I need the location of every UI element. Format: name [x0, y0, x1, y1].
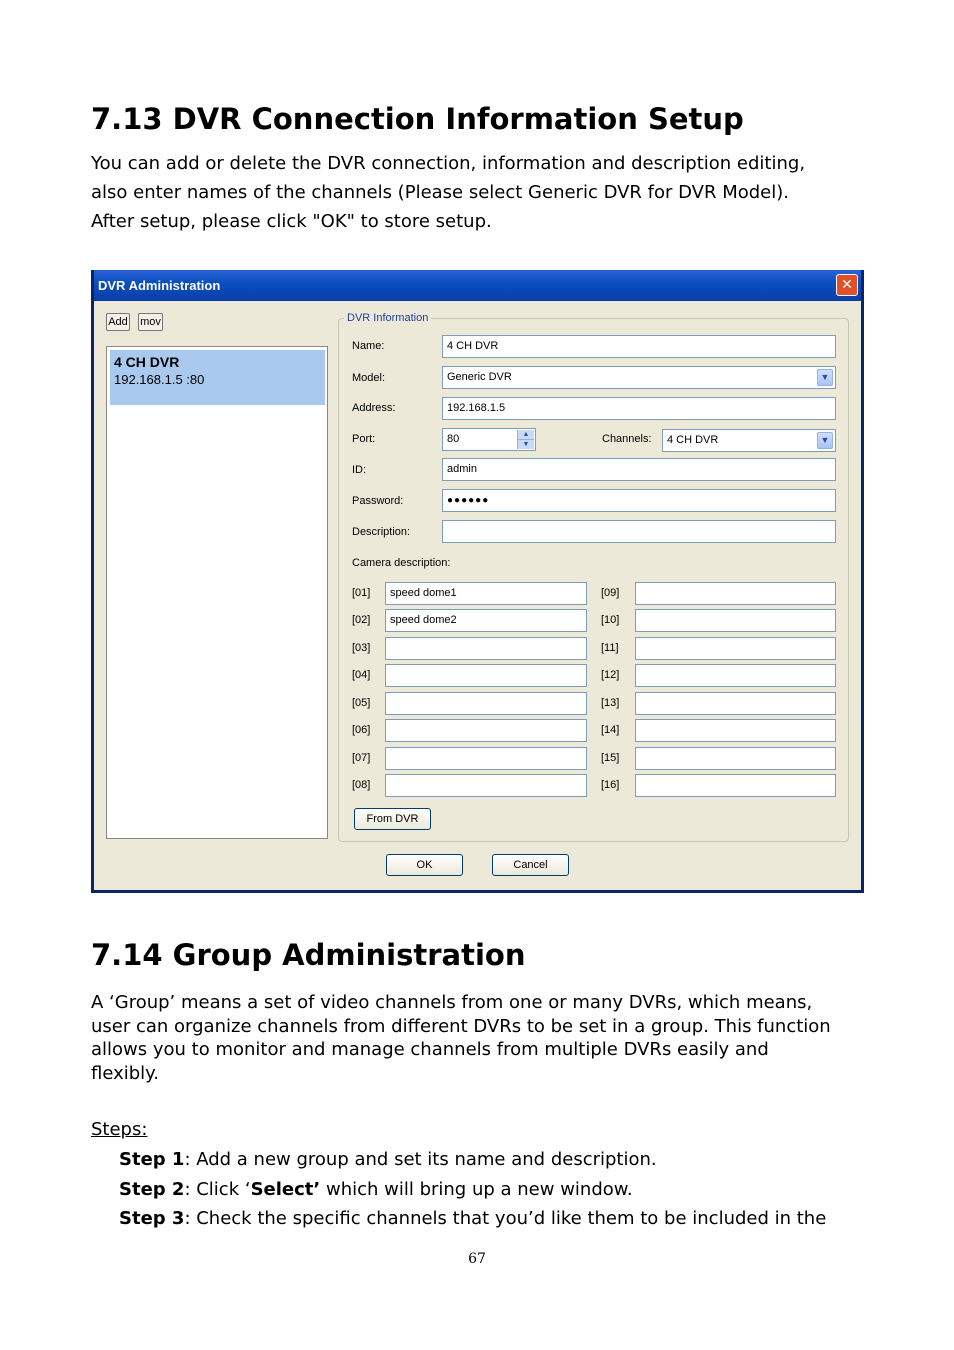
camera-label-07: [07] [352, 752, 371, 764]
dialog-client-area [94, 301, 861, 890]
list-item[interactable] [110, 350, 325, 405]
password-field[interactable]: ●●●●●● [442, 489, 836, 512]
add-button[interactable]: Add [106, 313, 130, 331]
step-label: Step 3 [119, 1208, 185, 1229]
id-field[interactable]: admin [442, 458, 836, 481]
camera-label-06: [06] [352, 724, 371, 736]
camera-field-08[interactable] [385, 774, 587, 797]
camera-field-16[interactable] [635, 774, 836, 797]
dvr-list[interactable] [106, 346, 328, 839]
from-dvr-button[interactable]: From DVR [354, 808, 431, 830]
section-7-13-paragraph [91, 149, 871, 236]
id-label: ID: [352, 464, 367, 476]
port-value: 80 [447, 433, 460, 445]
arrow-up-icon[interactable]: ▲ [518, 430, 534, 440]
step-label: Step 1 [119, 1149, 185, 1170]
camera-field-03[interactable] [385, 637, 587, 660]
step-text: which will bring up a new window. [320, 1179, 633, 1200]
camera-field-01[interactable]: speed dome1 [385, 582, 587, 605]
step-text: : Click ‘ [184, 1179, 251, 1200]
camera-label-15: [15] [601, 752, 620, 764]
chevron-down-icon[interactable]: ▼ [817, 432, 833, 449]
section-7-14-paragraph [91, 991, 871, 1085]
camera-field-07[interactable] [385, 747, 587, 770]
arrow-down-icon[interactable]: ▼ [522, 441, 530, 448]
paragraph-line: also enter names of the channels (Please select Generic DVR for DVR Model). [91, 182, 790, 203]
window-title: DVR Administration [98, 278, 221, 293]
camera-field-09[interactable] [635, 582, 836, 605]
paragraph-line: After setup, please click "OK" to store setup. [91, 211, 492, 232]
description-label: Description: [352, 526, 411, 538]
camera-label-16: [16] [601, 779, 620, 791]
list-item-address: 192.168.1.5 :80 [114, 372, 205, 387]
step-1 [119, 1149, 657, 1170]
model-value: Generic DVR [447, 371, 512, 383]
cancel-button[interactable]: Cancel [492, 854, 569, 876]
title-bar[interactable] [94, 270, 861, 301]
camera-field-05[interactable] [385, 692, 587, 715]
page-number: 67 [468, 1251, 486, 1267]
address-field[interactable]: 192.168.1.5 [442, 397, 836, 420]
ok-button[interactable]: OK [386, 854, 463, 876]
steps-label: Steps: [91, 1119, 148, 1140]
camera-label-05: [05] [352, 697, 371, 709]
paragraph-line: allows you to monitor and manage channels from multiple DVRs easily and [91, 1039, 769, 1060]
camera-label-09: [09] [601, 587, 620, 599]
paragraph-line: user can organize channels from different DVRs to be set in a group. This function [91, 1015, 831, 1037]
camera-label-08: [08] [352, 779, 371, 791]
dvr-administration-window [91, 270, 864, 893]
camera-field-02[interactable]: speed dome2 [385, 609, 587, 632]
model-label: Model: [352, 372, 386, 384]
group-title: DVR Information [344, 312, 431, 324]
camera-label-10: [10] [601, 614, 620, 626]
camera-field-15[interactable] [635, 747, 836, 770]
step-label: Step 2 [119, 1179, 185, 1200]
camera-label-04: [04] [352, 669, 371, 681]
name-label: Name: [352, 340, 385, 352]
camera-field-14[interactable] [635, 719, 836, 742]
port-stepper[interactable] [442, 428, 536, 451]
camera-label-02: [02] [352, 614, 371, 626]
camera-field-12[interactable] [635, 664, 836, 687]
section-heading-7-14: 7.14 Group Administration [91, 938, 526, 972]
camera-field-11[interactable] [635, 637, 836, 660]
camera-label-01: [01] [352, 587, 371, 599]
step-3 [119, 1208, 826, 1229]
password-label: Password: [352, 495, 404, 507]
spinner[interactable] [517, 430, 534, 449]
paragraph-line: You can add or delete the DVR connection, information and description editing, [91, 153, 806, 174]
camera-label-13: [13] [601, 697, 620, 709]
camera-label-12: [12] [601, 669, 620, 681]
name-field[interactable]: 4 CH DVR [442, 335, 836, 358]
section-heading-7-13: 7.13 DVR Connection Information Setup [91, 102, 744, 136]
channels-value: 4 CH DVR [667, 434, 719, 446]
list-item-name: 4 CH DVR [114, 354, 180, 370]
camera-label-03: [03] [352, 642, 371, 654]
model-dropdown[interactable] [442, 366, 836, 389]
camera-field-04[interactable] [385, 664, 587, 687]
address-label: Address: [352, 402, 396, 414]
step-keyword: Select’ [250, 1179, 321, 1200]
camera-field-10[interactable] [635, 609, 836, 632]
camera-label-11: [11] [601, 642, 619, 654]
step-text: : Add a new group and set its name and description. [184, 1149, 657, 1170]
port-label: Port: [352, 433, 376, 445]
step-text: : Check the specific channels that you’d like them to be included in the [184, 1208, 827, 1229]
chevron-down-icon[interactable]: ▼ [817, 369, 833, 386]
paragraph-line: A ‘Group’ means a set of video channels from one or many DVRs, which means, [91, 992, 813, 1013]
camera-field-13[interactable] [635, 692, 836, 715]
step-2 [119, 1179, 633, 1200]
description-field[interactable] [442, 520, 836, 543]
channels-label: Channels: [602, 433, 652, 445]
camera-field-06[interactable] [385, 719, 587, 742]
remove-button[interactable]: mov [138, 313, 163, 331]
close-icon[interactable]: ✕ [836, 274, 858, 296]
camera-label-14: [14] [601, 724, 620, 736]
channels-dropdown[interactable] [662, 429, 836, 452]
paragraph-line: flexibly. [91, 1062, 159, 1084]
camera-description-label: Camera description: [352, 557, 451, 569]
